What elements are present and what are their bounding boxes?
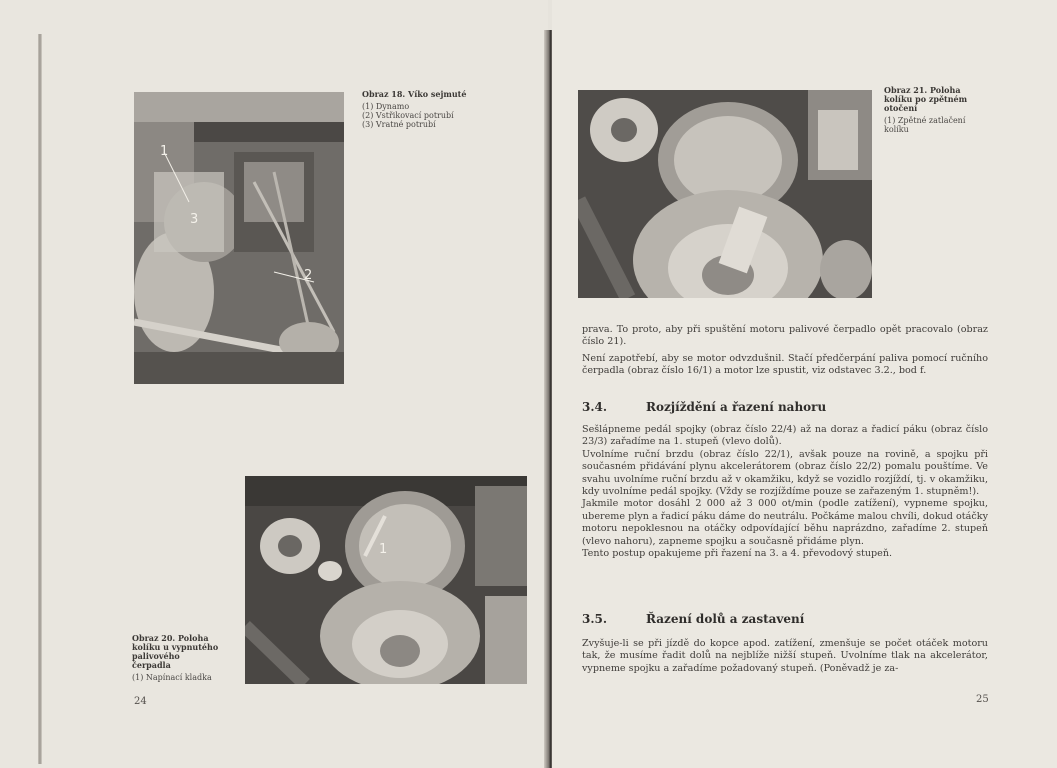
figure-20-title-line-2: kolíku u vypnutého — [132, 642, 219, 652]
intro-paragraph-2: Není zapotřebí, aby se motor odvzdušnil. Stačí předčerpání paliva pomocí ručního čerpadla (obraz číslo 16/1) a motor lze spustit, viz odstavec 3.2., bod f. — [582, 352, 988, 377]
section-3-5-heading — [582, 612, 804, 626]
callout-label-2: 2 — [304, 268, 313, 283]
page-edge — [38, 34, 42, 764]
figure-18-caption — [362, 90, 492, 129]
engine-photo-pump-disengaged — [245, 476, 527, 684]
figure-20-caption — [132, 634, 242, 682]
figure-20-title-line-3: palivového — [132, 651, 180, 661]
figure-21-item-line-2: kolíku — [884, 125, 909, 134]
figure-18-item-1: (1) Dynamo — [362, 102, 410, 111]
engine-photo-pin-returned — [578, 90, 872, 298]
callout-label-3: 3 — [190, 212, 199, 227]
section-3-4-paragraph-2: Uvolníme ruční brzdu (obraz číslo 22/1), avšak pouze na rovině, a spojku při současném přidávání plynu akcelerátorem (obraz číslo 22/2) pomalu pouštíme. Ve svahu uvolníme ruční brzdu až v okamžiku, když se vozidlo rozjíždí, tj. v okamžiku, kdy uvolníme pedál spojky. (Vždy se rozjíždíme pouze se zařazeným 1. stupněm!). — [582, 448, 988, 498]
figure-21-caption — [884, 86, 994, 134]
figure-21-item-line-1: (1) Zpětné zatlačení — [884, 116, 966, 125]
figure-21-title-line-2: kolíku po zpětném — [884, 94, 968, 104]
section-3-4-paragraph-3: Jakmile motor dosáhl 2 000 až 3 000 ot/min (podle zatížení), vypneme spojku, ubereme plyn a řadicí páku dáme do neutrálu. Počkáme malou chvíli, dokud otáčky motoru nepoklesnou na otáčky odpovídající běhu naprázdno, zařadíme 2. stupeň (vlevo nahoru), zapneme spojku a současně přidáme plyn. — [582, 498, 988, 547]
figure-21-title-line-3: otočení — [884, 103, 918, 113]
right-page — [552, 0, 1057, 768]
intro-text — [582, 324, 988, 378]
section-3-4-title: Rozjíždění a řazení nahoru — [646, 400, 827, 414]
engine-photo-cover-removed — [134, 92, 344, 384]
section-3-4-body — [582, 424, 988, 560]
figure-20-item-1: (1) Napínací kladka — [132, 673, 212, 682]
figure-18-title: Obraz 18. Víko sejmuté — [362, 89, 467, 99]
section-3-5-paragraph-1: Zvyšuje-li se při jízdě do kopce apod. zatížení, zmenšuje se počet otáček motoru tak, že musíme řadit dolů na nejblíže nižší stupeň. Uvolníme tlak na akcelerátor, vypneme spojku a zařadíme požadovaný stupeň. (Poněvadž je za- — [582, 638, 988, 674]
figure-18-item-2: (2) Vstřikovací potrubí — [362, 111, 454, 120]
section-3-5-number: 3.5. — [582, 612, 608, 626]
figure-18-item-3: (3) Vratné potrubí — [362, 120, 436, 129]
figure-21-title-line-1: Obraz 21. Poloha — [884, 85, 961, 95]
section-3-4-number: 3.4. — [582, 400, 608, 414]
section-3-5-body — [582, 638, 988, 675]
figure-20-title-line-1: Obraz 20. Poloha — [132, 633, 209, 643]
figure-20-title-line-4: čerpadla — [132, 660, 171, 670]
page-number-right: 25 — [976, 694, 989, 705]
section-3-4-paragraph-4: Tento postup opakujeme při řazení na 3. a 4. převodový stupeň. — [582, 548, 893, 560]
callout-label-1: 1 — [379, 542, 388, 557]
section-3-4-heading — [582, 400, 826, 414]
intro-paragraph-1: prava. To proto, aby při spuštění motoru palivové čerpadlo opět pracovalo (obraz číslo 21). — [582, 324, 988, 348]
section-3-5-title: Řazení dolů a zastavení — [646, 612, 805, 626]
page-number-left: 24 — [134, 696, 147, 707]
callout-label-1: 1 — [160, 144, 169, 159]
section-3-4-paragraph-1: Sešlápneme pedál spojky (obraz číslo 22/4) až na doraz a řadicí páku (obraz číslo 23/3) zařadíme na 1. stupeň (vlevo dolů). — [582, 424, 988, 448]
